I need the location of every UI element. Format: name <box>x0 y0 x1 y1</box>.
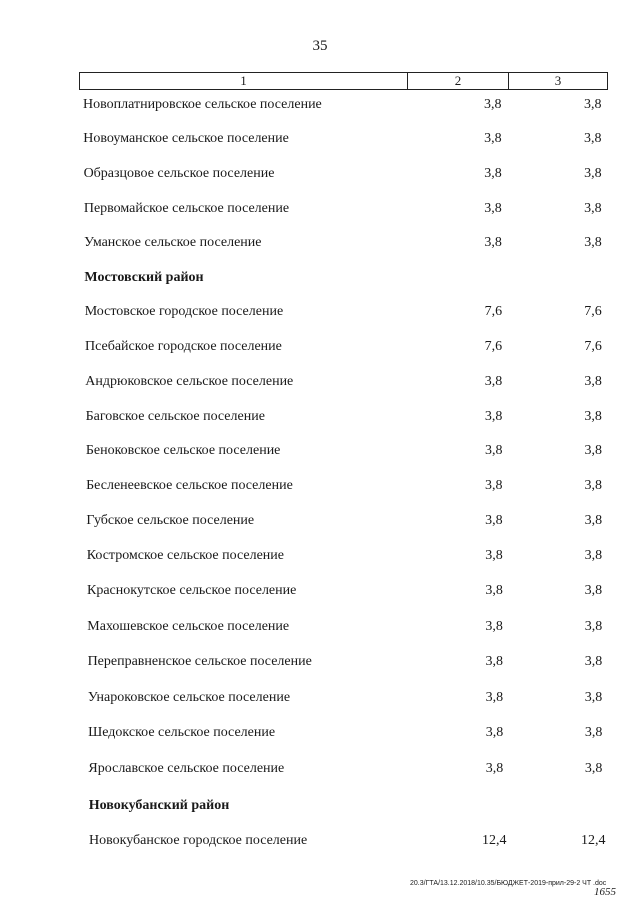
value-col-2: 3,8 <box>484 97 502 112</box>
settlement-name: Беноковское сельское поселение <box>85 443 281 458</box>
value-col-2: 3,8 <box>485 478 503 493</box>
value-col-2: 3,8 <box>485 690 504 705</box>
value-col-3: 12,4 <box>581 833 606 848</box>
page-number: 35 <box>312 38 328 54</box>
settlement-name: Костромское сельское поселение <box>86 548 284 563</box>
table-row <box>0 690 640 712</box>
value-col-2: 3,8 <box>485 548 503 563</box>
footer-file-path: 20.3/ГТА/13.12.2018/10.35/БЮДЖЕТ-2019-прил-29-2 ЧТ .doc <box>410 880 607 887</box>
value-col-2: 3,8 <box>484 374 503 389</box>
settlement-name: Новоуманское сельское поселение <box>83 131 289 146</box>
value-col-3: 3,8 <box>584 166 602 181</box>
value-col-2: 3,8 <box>485 654 504 669</box>
settlement-name: Псебайское городское поселение <box>85 339 282 354</box>
value-col-3: 3,8 <box>584 235 602 250</box>
table-row <box>0 131 640 153</box>
settlement-name: Андрюковское сельское поселение <box>85 374 294 389</box>
value-col-3: 7,6 <box>584 304 602 319</box>
value-col-2: 3,8 <box>484 131 502 146</box>
value-col-2: 3,8 <box>485 725 504 740</box>
table-row <box>0 304 640 326</box>
header-col-3: 3 <box>554 73 562 88</box>
section-heading-row <box>0 270 640 292</box>
settlement-name: Губское сельское поселение <box>86 513 255 528</box>
value-col-2: 3,8 <box>484 235 502 250</box>
value-col-2: 7,6 <box>484 339 503 354</box>
settlement-name: Ярославское сельское поселение <box>88 761 285 776</box>
value-col-3: 3,8 <box>584 725 603 740</box>
value-col-3: 3,8 <box>584 548 603 563</box>
table-row <box>0 761 640 783</box>
settlement-name: Первомайское сельское поселение <box>83 201 290 216</box>
value-col-3: 3,8 <box>584 619 603 634</box>
value-col-2: 12,4 <box>482 833 507 848</box>
value-col-2: 3,8 <box>485 513 503 528</box>
value-col-3: 3,8 <box>584 374 602 389</box>
section-heading-row <box>0 798 640 820</box>
value-col-3: 7,6 <box>584 339 602 354</box>
table-header <box>79 72 608 90</box>
section-heading: Мостовский район <box>84 270 204 285</box>
value-col-3: 3,8 <box>584 443 602 458</box>
table-row <box>0 374 640 396</box>
value-col-2: 3,8 <box>485 583 503 598</box>
value-col-2: 3,8 <box>484 166 502 181</box>
table-row <box>0 443 640 465</box>
value-col-3: 3,8 <box>584 409 602 424</box>
table-row <box>0 339 640 361</box>
value-col-2: 3,8 <box>485 761 504 776</box>
value-col-3: 3,8 <box>584 583 603 598</box>
settlement-name: Новокубанское городское поселение <box>89 833 308 848</box>
settlement-name: Мостовское городское поселение <box>84 304 284 319</box>
value-col-3: 3,8 <box>584 97 602 112</box>
settlement-name: Образцовое сельское поселение <box>83 166 275 181</box>
table-row <box>0 201 640 223</box>
settlement-name: Бесленеевское сельское поселение <box>86 478 293 493</box>
table-row <box>0 478 640 500</box>
value-col-3: 3,8 <box>584 761 603 776</box>
table-row <box>0 513 640 535</box>
table-row <box>0 235 640 257</box>
footer-stamp: 1655 <box>594 886 616 898</box>
value-col-2: 3,8 <box>484 409 503 424</box>
value-col-3: 3,8 <box>584 654 603 669</box>
settlement-name: Унароковское сельское поселение <box>87 690 291 705</box>
settlement-name: Новоплатнировское сельское поселение <box>83 97 322 112</box>
table-row <box>0 654 640 676</box>
table-row <box>0 166 640 188</box>
settlement-name: Переправненское сельское поселение <box>87 654 312 669</box>
value-col-2: 3,8 <box>485 619 503 634</box>
value-col-3: 3,8 <box>584 690 603 705</box>
table-row <box>0 409 640 431</box>
settlement-name: Краснокутское сельское поселение <box>87 583 297 598</box>
table-row <box>0 619 640 641</box>
settlement-name: Баговское сельское поселение <box>85 409 265 424</box>
section-heading: Новокубанский район <box>88 798 230 813</box>
settlement-name: Махошевское сельское поселение <box>87 619 290 634</box>
table-row <box>0 97 640 119</box>
settlement-name: Шедокское сельское поселение <box>88 725 276 740</box>
header-col-1: 1 <box>80 73 408 89</box>
table-row <box>0 725 640 747</box>
value-col-2: 3,8 <box>484 443 503 458</box>
table-row <box>0 583 640 605</box>
value-col-3: 3,8 <box>584 513 603 528</box>
header-col-2: 2 <box>408 73 509 89</box>
value-col-3: 3,8 <box>584 131 602 146</box>
value-col-3: 3,8 <box>584 478 603 493</box>
settlement-name: Уманское сельское поселение <box>84 235 262 250</box>
table-row <box>0 833 640 855</box>
table-row <box>0 548 640 570</box>
value-col-3: 3,8 <box>584 201 602 216</box>
value-col-2: 3,8 <box>484 201 502 216</box>
value-col-2: 7,6 <box>484 304 503 319</box>
